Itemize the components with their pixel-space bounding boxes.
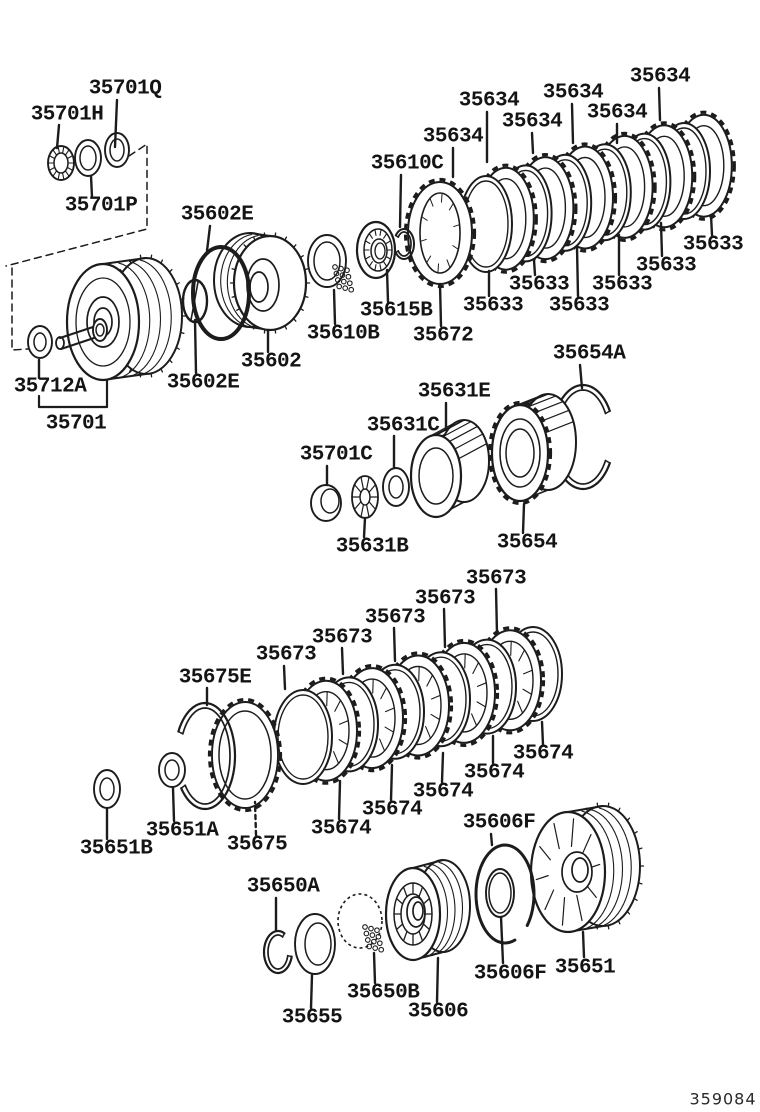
part-label: 35610C — [370, 152, 444, 176]
part-label: 35673 — [364, 606, 426, 630]
part-shape-drum — [386, 860, 470, 960]
part-label: 35631B — [335, 535, 409, 559]
part-label: 35633 — [682, 233, 744, 257]
part-label: 35674 — [512, 742, 574, 766]
part-label: 35606F — [462, 811, 536, 835]
part-label: 35674 — [310, 817, 372, 841]
part-label: 35672 — [412, 324, 474, 348]
part-label: 35675E — [178, 666, 252, 690]
part-shape-ring — [486, 869, 514, 917]
part-label: 35701 — [45, 412, 107, 436]
part-shape-ring — [383, 468, 409, 506]
part-label: 35606 — [407, 1000, 469, 1024]
part-label: 35655 — [281, 1006, 343, 1030]
part-label: 35651B — [79, 837, 153, 861]
part-label: 35634 — [458, 89, 520, 113]
part-shape-ring — [28, 326, 52, 358]
part-label: 35631E — [417, 380, 491, 404]
part-label: 35673 — [414, 587, 476, 611]
part-shape-ring — [75, 140, 101, 176]
part-shape-ring — [93, 319, 107, 341]
part-shape-ribcyl — [490, 394, 577, 504]
part-label: 35602 — [240, 350, 302, 374]
part-label: 35701H — [30, 103, 104, 127]
part-shape-cluster — [333, 265, 354, 292]
part-shape-ring — [48, 146, 74, 180]
part-shape-ring — [295, 914, 335, 974]
part-label: 35602E — [166, 371, 240, 395]
part-shape-drum — [67, 255, 186, 380]
part-label: 35712A — [13, 375, 87, 399]
part-shape-drum — [531, 803, 644, 932]
part-shape-bearing — [357, 222, 395, 278]
part-label: 35674 — [361, 798, 423, 822]
figure-code: 359084 — [689, 1089, 757, 1109]
part-label: 35675 — [226, 833, 288, 857]
part-label: 35633 — [508, 273, 570, 297]
part-label: 35701P — [64, 194, 138, 218]
part-label: 35634 — [542, 81, 604, 105]
part-label: 35633 — [635, 254, 697, 278]
part-label: 35701C — [299, 443, 373, 467]
part-label: 35674 — [412, 780, 474, 804]
part-label: 35673 — [465, 567, 527, 591]
part-label: 35615B — [359, 299, 433, 323]
part-shape-ring — [105, 133, 129, 167]
part-shape-cring — [264, 931, 292, 973]
part-shape-ring — [311, 485, 341, 521]
part-label: 35633 — [462, 294, 524, 318]
part-label: 35610B — [306, 322, 380, 346]
part-label: 35650A — [246, 875, 320, 899]
part-label: 35634 — [501, 110, 563, 134]
part-label: 35602E — [180, 203, 254, 227]
part-shape-ring — [159, 753, 185, 787]
part-label: 35634 — [422, 125, 484, 149]
part-label: 35650B — [346, 981, 420, 1005]
part-label: 35701Q — [88, 77, 162, 101]
part-shape-spoke — [352, 476, 378, 518]
part-label: 35674 — [463, 761, 525, 785]
part-label: 35634 — [629, 65, 691, 89]
part-shape-ring — [94, 770, 120, 808]
part-shape-cring — [396, 229, 414, 259]
part-label: 35654 — [496, 531, 558, 555]
part-label: 35654A — [552, 342, 626, 366]
part-label: 35673 — [255, 643, 317, 667]
part-label: 35634 — [586, 101, 648, 125]
part-label: 35606F — [473, 962, 547, 986]
part-label: 35651A — [145, 819, 219, 843]
part-label: 35631C — [366, 414, 440, 438]
part-label: 35633 — [591, 273, 653, 297]
part-shape-line — [12, 268, 28, 350]
part-label: 35633 — [548, 294, 610, 318]
part-label: 35673 — [311, 626, 373, 650]
part-label: 35651 — [554, 956, 616, 980]
